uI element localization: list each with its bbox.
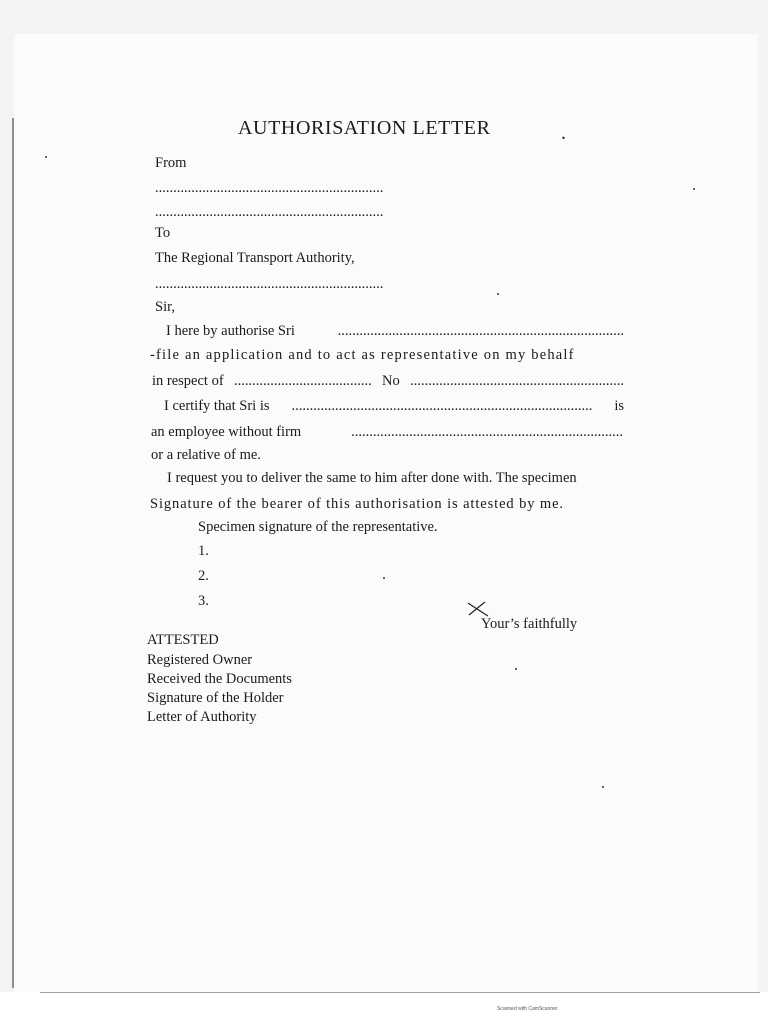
authorise-dots: ...............................................................................: [337, 323, 624, 339]
certify-prefix: I certify that Sri is: [164, 398, 270, 414]
document-title: AUTHORISATION LETTER: [238, 117, 491, 139]
employee-line: [151, 424, 623, 441]
from-label: From: [155, 155, 187, 171]
addressee-line: ...............................................................: [155, 276, 384, 292]
employee-prefix: an employee without firm: [151, 424, 302, 440]
registered-owner: Registered Owner: [147, 652, 253, 668]
scanner-footer: Scanned with CamScanner: [497, 1006, 558, 1012]
request-line: I request you to deliver the same to him after done with. The specimen: [167, 470, 577, 486]
scan-speck: [515, 668, 517, 670]
specimen-heading: Specimen signature of the representative.: [198, 519, 438, 535]
scan-speck: [693, 188, 695, 190]
addressee: The Regional Transport Authority,: [155, 250, 355, 266]
scan-speck: [383, 577, 385, 579]
file-line: -file an application and to act as representative on my behalf: [150, 347, 575, 363]
letter-of-authority: Letter of Authority: [147, 709, 257, 725]
scan-speck: [497, 293, 499, 295]
authorise-prefix: I here by authorise Sri: [166, 323, 295, 339]
relative-line: or a relative of me.: [151, 447, 261, 463]
signature-line: Signature of the bearer of this authorisation is attested by me.: [150, 496, 564, 512]
received-documents: Received the Documents: [147, 671, 292, 687]
specimen-item-3: 3.: [198, 593, 209, 609]
scan-speck: [602, 786, 604, 788]
respect-dots: ......................................: [233, 373, 372, 389]
from-line-1: ...............................................................: [155, 180, 384, 196]
certify-suffix: is: [614, 398, 624, 414]
respect-prefix: in respect of: [152, 373, 224, 389]
certify-dots: ...................................................................................: [291, 398, 593, 414]
attested-heading: ATTESTED: [147, 632, 219, 648]
scan-speck: [45, 156, 47, 158]
scan-edge-shadow: [12, 118, 14, 988]
employee-dots: ...........................................................................: [351, 424, 623, 440]
to-label: To: [155, 225, 171, 241]
salutation: Sir,: [155, 299, 175, 315]
holder-signature: Signature of the Holder: [147, 690, 284, 706]
no-dots: ...........................................................: [410, 373, 624, 389]
authorise-line: [166, 323, 624, 340]
no-label: No: [382, 373, 400, 389]
document-page: [14, 34, 758, 996]
certify-line: [164, 398, 624, 415]
title-mark: .: [561, 122, 566, 144]
specimen-item-1: 1.: [198, 543, 209, 559]
scan-bottom-edge: [40, 992, 760, 993]
from-line-2: ...............................................................: [155, 204, 384, 220]
scan-bottom-margin: [0, 992, 768, 1024]
specimen-item-2: 2.: [198, 568, 209, 584]
closing-signoff: Your’s faithfully: [481, 616, 578, 632]
respect-line: [152, 373, 624, 390]
